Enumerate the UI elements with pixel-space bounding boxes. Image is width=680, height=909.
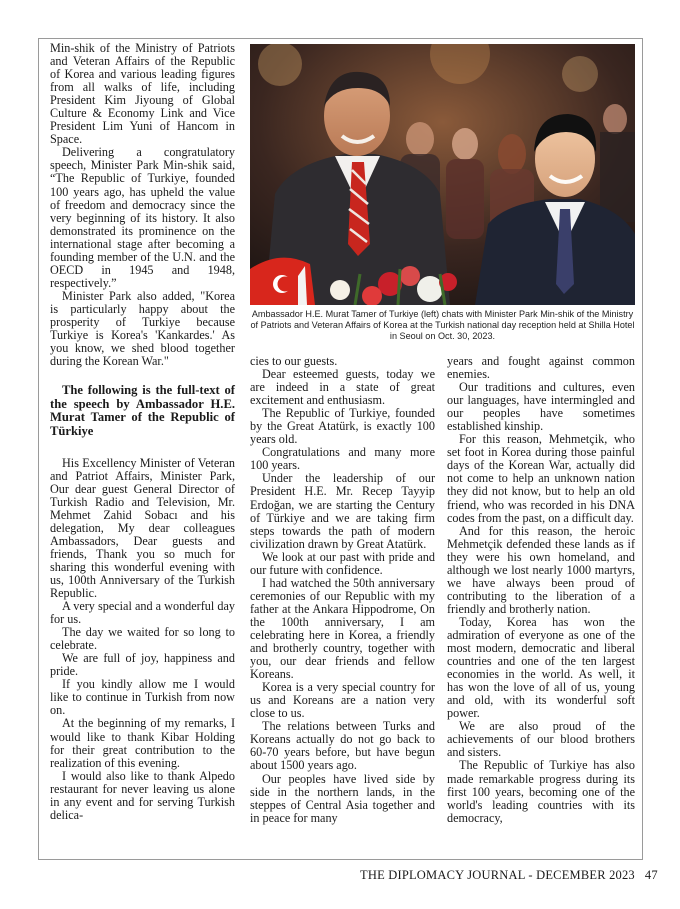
- paragraph: And for this reason, the heroic Mehmetçik defended these lands as if they were his own homeland, and although we lost nearly 1000 martyrs, we have always been proud of contributing to the liberation of a friendly and brotherly nation.: [447, 523, 635, 616]
- paragraph: The relations between Turks and Koreans actually do not go back to 60-70 years before, but have begun about 1500 years ago.: [250, 719, 435, 773]
- paragraph: Min-shik of the Ministry of Patriots and Veteran Affairs of the Republic of Korea and various leading figures from all walks of life, including President Kim Jiyoung of Global Culture & Economy Link and Vice President Lim Yuni of Hancom in Space.: [50, 41, 235, 147]
- paragraph: The Republic of Turkiye, founded by the Great Atatürk, is exactly 100 years old.: [250, 406, 435, 447]
- paragraph: Korea is a very special country for us and Koreans are a nation very close to us.: [250, 680, 435, 721]
- speech-heading: The following is the full-text of the speech by Ambassador H.E. Murat Tamer of the Republic of Türkiye: [50, 383, 235, 438]
- paragraph: The Republic of Turkiye has also made remarkable progress during its first 100 years, becoming one of the world's leading countries with its democracy,: [447, 758, 635, 825]
- journal-name: THE DIPLOMACY JOURNAL - DECEMBER 2023: [360, 868, 635, 882]
- paragraph: Under the leadership of our President H.E. Mr. Recep Tayyip Erdoğan, we are starting the Century of Türkiye and we are taking firm steps towards the path of modern civilization drawn by Great Atatürk.: [250, 471, 435, 551]
- text-column-1: [50, 42, 235, 822]
- paragraph: Congratulations and many more 100 years.: [250, 445, 435, 473]
- paragraph: At the beginning of my remarks, I would like to thank Kibar Holding for their great contribution to the realization of this evening.: [50, 716, 235, 770]
- event-photo: [250, 44, 635, 305]
- text-column-3: [447, 355, 635, 825]
- paragraph: Delivering a congratulatory speech, Minister Park Min-shik said, “The Republic of Turkiye, founded 100 years ago, has upheld the value of freedom and democracy since the very beginning of its history. It also demonstrated its prominence on the international stage after becoming a founding member of the U.N. and the OECD in 1945 and 1948, respectively.”: [50, 145, 235, 290]
- paragraph: cies to our guests.: [250, 354, 338, 368]
- paragraph: I would also like to thank Alpedo restaurant for never leaving us alone in any event and for serving Turkish delica-: [50, 768, 235, 822]
- paragraph: His Excellency Minister of Veteran and Patriot Affairs, Minister Park, Our dear guest General Director of Turkish Radio and Television, Mr. Mehmet Zahid Sobacı and his delegation, My dear colleagues Ambassadors, Dear guests and friends, Thank you so much for sharing this wonderful evening with us, 100th Anniversary of the Turkish Republic.: [50, 455, 235, 601]
- paragraph: I had watched the 50th anniversary ceremonies of our Republic with my father at the Ankara Hippodrome, On the 100th anniversary, I am celebrating here in Korea, a friendly and brotherly country, together with you, our dear friends and fellow Koreans.: [250, 575, 435, 682]
- paragraph: years and fought against common enemies.: [447, 354, 635, 382]
- paragraph: Our peoples have lived side by side in the northern lands, in the steppes of Central Asia together and in peace for many: [250, 771, 435, 825]
- paragraph: Our traditions and cultures, even our languages, have intermingled and our peoples have sometimes established kinship.: [447, 380, 635, 434]
- paragraph: Dear esteemed guests, today we are indeed in a state of great excitement and enthusiasm.: [250, 367, 435, 408]
- paragraph: For this reason, Mehmetçik, who set foot in Korea during those painful days of the Korean War, actually did not come to help an unknown nation they did not know, but to help an old friend, who was recorded in his DNA codes from the past, on a difficult day.: [447, 432, 635, 525]
- paragraph: We look at our past with pride and our future with confidence.: [250, 549, 435, 577]
- page-number: 47: [644, 868, 658, 882]
- photo-illustration: [250, 44, 635, 305]
- paragraph: The day we waited for so long to celebrate.: [50, 625, 235, 653]
- paragraph: We are full of joy, happiness and pride.: [50, 651, 235, 679]
- paragraph: A very special and a wonderful day for us.: [50, 599, 235, 627]
- paragraph: If you kindly allow me I would like to continue in Turkish from now on.: [50, 677, 235, 718]
- paragraph: We are also proud of the achievements of our blood brothers and sisters.: [447, 719, 635, 760]
- paragraph: Minister Park also added, "Korea is particularly happy about the prosperity of Turkiye because Turkiye is Korea's 'Kankardes.' As you know, we shed blood together during the Korean War.": [50, 288, 235, 369]
- photo-caption: Ambassador H.E. Murat Tamer of Turkiye (left) chats with Minister Park Min-shik of the Ministry of Patriots and Veteran Affairs of Korea at the Turkish national day reception held at Shilla Hotel in Seoul on Oct. 30, 2023.: [250, 309, 635, 342]
- paragraph: Today, Korea has won the admiration of everyone as one of the most modern, democratic and liberal countries and one of the ten largest economies in the world. As well, it has won the love of all of us, young and old, with its wonderful soft power.: [447, 614, 635, 721]
- text-column-2: [250, 355, 435, 825]
- page-footer: [360, 868, 658, 883]
